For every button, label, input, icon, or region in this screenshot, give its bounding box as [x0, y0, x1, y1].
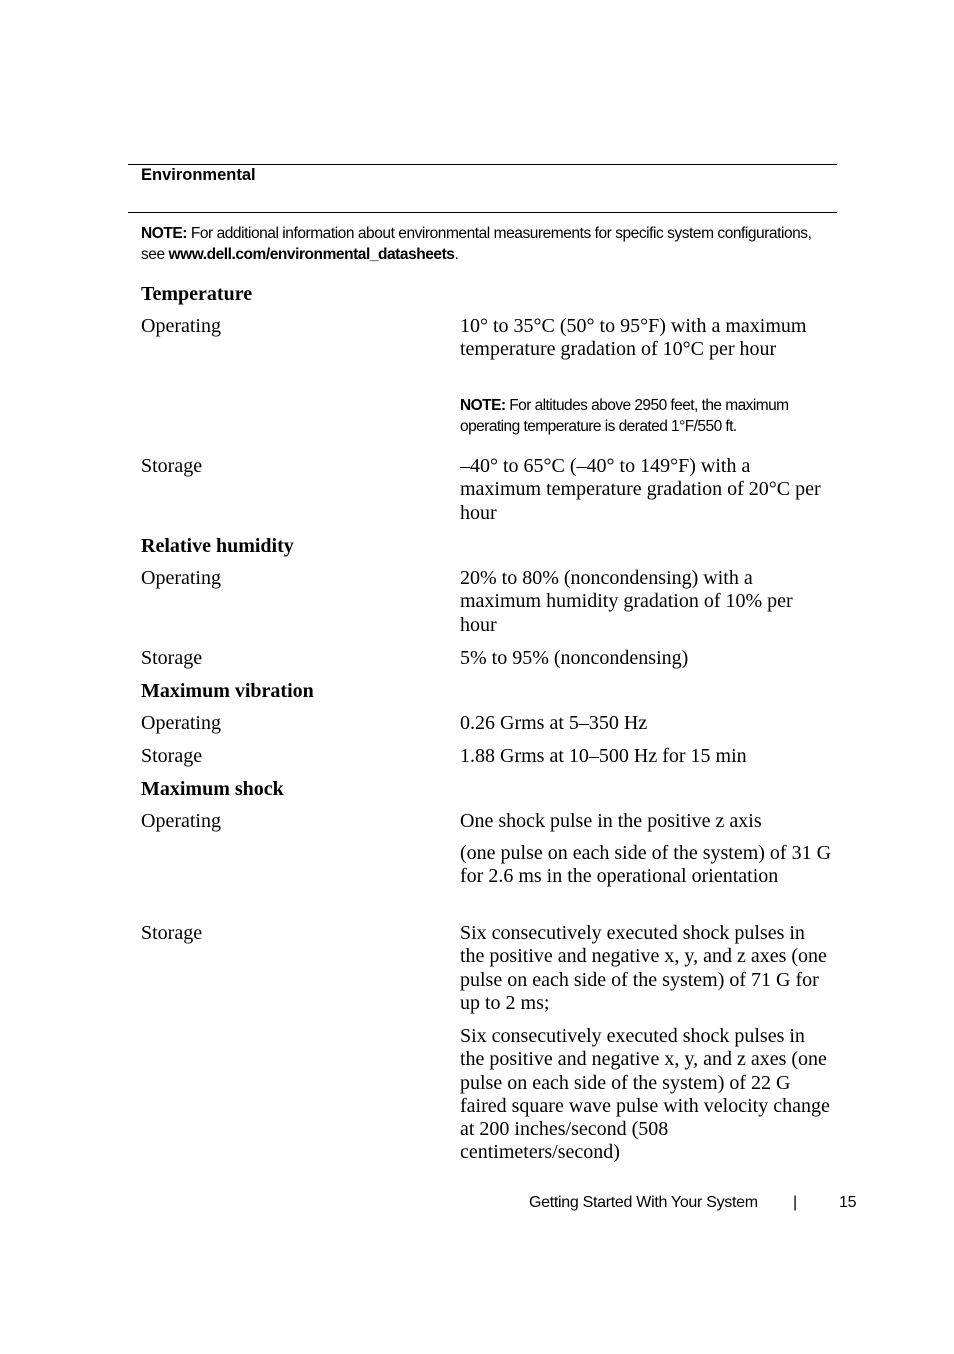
note-text: For additional information about environmental measurements for specific system configurations, see — [141, 225, 812, 263]
row-value: 5% to 95% (noncondensing) — [460, 647, 689, 669]
section-title: Environmental — [141, 166, 256, 184]
humidity-heading: Relative humidity — [141, 535, 294, 557]
shock-storage-detail: Six consecutively executed shock pulses in the positive and negative x, y, and z axes (one pulse on each side of the system) of 22 G faired square wave pulse with velocity change at 200 inches/second (508 centimeters/second) — [460, 1025, 830, 1164]
row-label: Storage — [141, 455, 203, 477]
row-value: Six consecutively executed shock pulses in the positive and negative x, y, and z axes (one pulse on each side of the system) of 71 G for up to 2 ms; — [460, 922, 827, 1014]
row-label: Storage — [141, 922, 203, 944]
row-value: One shock pulse in the positive z axis — [460, 810, 762, 832]
row-value: 20% to 80% (noncondensing) with a maximum humidity gradation of 10% per hour — [460, 567, 793, 636]
footer-separator: | — [793, 1194, 797, 1211]
note-label: NOTE: — [141, 225, 187, 242]
row-label: Operating — [141, 567, 221, 589]
shock-operating-detail: (one pulse on each side of the system) of 31 G for 2.6 ms in the operational orientation — [460, 842, 832, 888]
row-label: Storage — [141, 647, 203, 669]
note-end: . — [454, 246, 459, 263]
row-label: Storage — [141, 745, 203, 767]
row-label: Operating — [141, 315, 221, 337]
footer-title: Getting Started With Your System — [529, 1194, 758, 1211]
altitude-note-text: For altitudes above 2950 feet, the maximum operating temperature is derated 1°F/550 ft. — [460, 397, 789, 435]
row-value: 1.88 Grms at 10–500 Hz for 15 min — [460, 745, 747, 767]
row-value: 10° to 35°C (50° to 95°F) with a maximum temperature gradation of 10°C per hour — [460, 315, 807, 361]
note-link: www.dell.com/environmental_datasheets — [168, 246, 455, 263]
row-value: –40° to 65°C (–40° to 149°F) with a maximum temperature gradation of 20°C per hour — [460, 455, 821, 524]
row-value: 0.26 Grms at 5–350 Hz — [460, 712, 648, 734]
altitude-note — [460, 395, 832, 437]
temperature-heading: Temperature — [141, 283, 253, 305]
altitude-note-label: NOTE: — [460, 397, 506, 414]
row-label: Operating — [141, 810, 221, 832]
environmental-note — [141, 223, 821, 265]
row-label: Operating — [141, 712, 221, 734]
vibration-heading: Maximum vibration — [141, 680, 314, 702]
shock-heading: Maximum shock — [141, 778, 284, 800]
header-bottom-rule — [128, 212, 837, 213]
page-number: 15 — [839, 1194, 857, 1211]
